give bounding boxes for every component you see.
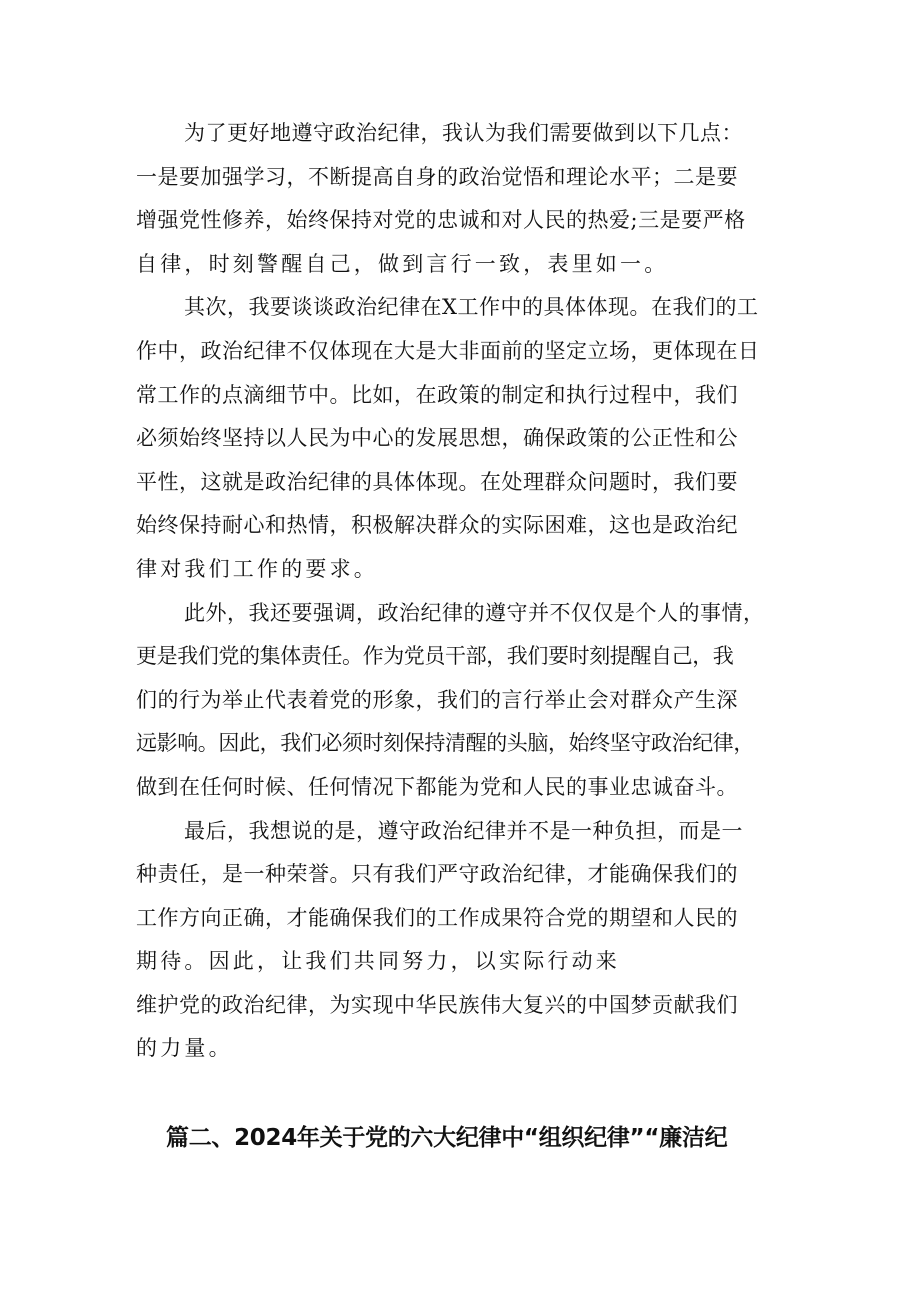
paragraph-line: 做到在任何时候、任何情况下都能为党和人民的事业忠诚奋斗。	[136, 774, 738, 799]
paragraph-line: 更是我们党的集体责任。作为党员干部，我们要时刻提醒自己，我	[136, 644, 734, 669]
paragraph-line: 的力量。	[136, 1036, 233, 1061]
paragraph-line: 律对我们工作的要求。	[136, 556, 378, 581]
paragraph-line: 期待。因此，让我们共同努力，以实际行动来	[136, 949, 620, 974]
paragraph-line: 增强党性修养，始终保持对党的忠诚和对人民的热爱;三是要严格	[136, 208, 746, 233]
paragraph-line: 自律，时刻警醒自己，做到言行一致，表里如一。	[136, 251, 669, 276]
paragraph-line: 常工作的点滴细节中。比如，在政策的制定和执行过程中，我们	[136, 382, 738, 407]
paragraph-line: 最后，我想说的是，遵守政治纪律并不是一种负担，而是一	[184, 818, 743, 843]
paragraph-line: 作中，政治纪律不仅体现在大是大非面前的坚定立场，更体现在日	[136, 338, 760, 363]
paragraph-line: 为了更好地遵守政治纪律，我认为我们需要做到以下几点：	[184, 121, 743, 145]
section-heading: 篇二、2024年关于党的六大纪律中“组织纪律”“廉洁纪	[166, 1125, 728, 1151]
paragraph-line: 工作方向正确，才能确保我们的工作成果符合党的期望和人民的	[136, 905, 738, 930]
paragraph-line: 此外，我还要强调，政治纪律的遵守并不仅仅是个人的事情，	[184, 600, 765, 625]
document-body	[136, 112, 788, 1071]
paragraph-line: 一是要加强学习，不断提高自身的政治觉悟和理论水平；二是要	[136, 164, 738, 189]
paragraph-line: 种责任，是一种荣誉。只有我们严守政治纪律，才能确保我们的	[136, 862, 738, 887]
paragraph-line: 始终保持耐心和热情，积极解决群众的实际困难，这也是政治纪	[136, 513, 738, 538]
paragraph-line: 其次，我要谈谈政治纪律在X工作中的具体体现。在我们的工	[184, 295, 759, 320]
paragraph-line: 平性，这就是政治纪律的具体体现。在处理群众问题时，我们要	[136, 469, 738, 494]
paragraph-line: 们的行为举止代表着党的形象，我们的言行举止会对群众产生深	[136, 687, 738, 712]
paragraph-line: 必须始终坚持以人民为中心的发展思想，确保政策的公正性和公	[136, 426, 738, 451]
paragraph-line: 维护党的政治纪律，为实现中华民族伟大复兴的中国梦贡献我们	[136, 992, 738, 1017]
paragraph-line: 远影响。因此，我们必须时刻保持清醒的头脑，始终坚守政治纪律，	[136, 731, 754, 756]
